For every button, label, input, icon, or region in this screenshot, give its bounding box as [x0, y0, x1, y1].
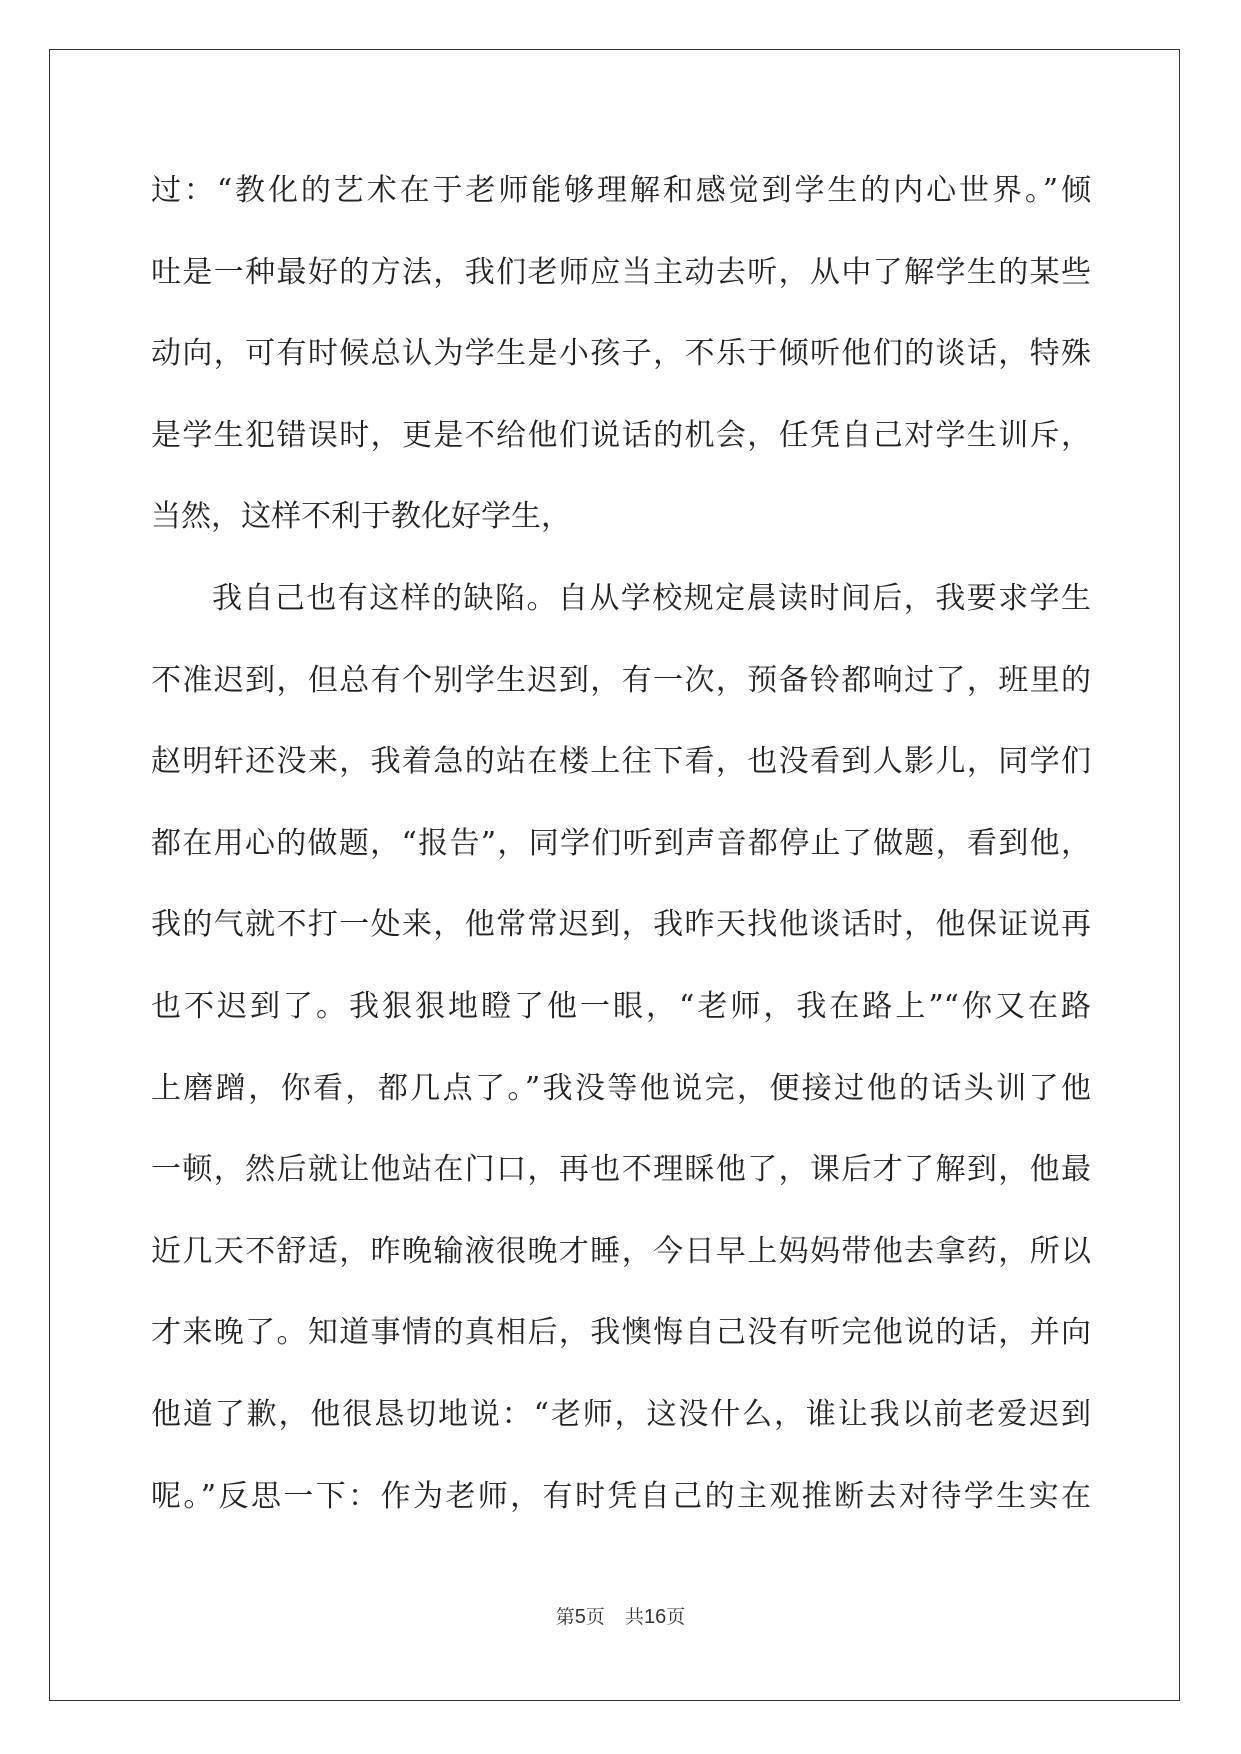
- text-line: 一顿，然后就让他站在门口，再也不理睬他了，课后才了解到，他最: [151, 1152, 1091, 1188]
- text-line: 不准迟到，但总有个别学生迟到，有一次，预备铃都响过了，班里的: [151, 662, 1091, 698]
- text-line: 我的气就不打一处来，他常常迟到，我昨天找他谈话时，他保证说再: [151, 907, 1091, 943]
- text-line: 是学生犯错误时，更是不给他们说话的机会，任凭自己对学生训斥，: [151, 417, 1091, 453]
- page-suffix: 页: [585, 1606, 605, 1628]
- text-line: 才来晚了。知道事情的真相后，我懊悔自己没有听完他说的话，并向: [151, 1315, 1091, 1351]
- total-pages: 16: [643, 1606, 667, 1628]
- total-suffix: 页: [666, 1606, 686, 1628]
- text-line: 也不迟到了。我狠狠地瞪了他一眼，“老师，我在路上”“你又在路: [151, 988, 1091, 1024]
- page-footer: [0, 1602, 1241, 1629]
- text-line: 他道了歉，他很恳切地说：“老师，这没什么，谁让我以前老爱迟到: [151, 1396, 1091, 1432]
- total-prefix: 共: [624, 1606, 644, 1628]
- text-line: 上磨蹭，你看，都几点了。”我没等他说完，便接过他的话头训了他: [151, 1070, 1091, 1106]
- text-line: 赵明轩还没来，我着急的站在楼上往下看，也没看到人影儿，同学们: [151, 744, 1091, 780]
- text-line: 近几天不舒适，昨晚输液很晚才睡，今日早上妈妈带他去拿药，所以: [151, 1233, 1091, 1269]
- paragraph-2: [151, 558, 1091, 1537]
- text-line: 过：“教化的艺术在于老师能够理解和感觉到学生的内心世界。”倾: [151, 173, 1091, 208]
- document-body: [151, 150, 1091, 1537]
- paragraph-1: [151, 150, 1091, 558]
- text-line: 都在用心的做题，“报告”，同学们听到声音都停止了做题，看到他，: [151, 825, 1091, 861]
- text-line: 当然，这样不利于教化好学生，: [151, 499, 571, 535]
- page-number: 5: [574, 1606, 586, 1628]
- text-line: 呢。”反思一下：作为老师，有时凭自己的主观推断去对待学生实在: [151, 1478, 1091, 1514]
- text-line: 吐是一种最好的方法，我们老师应当主动去听，从中了解学生的某些: [151, 254, 1091, 290]
- text-line: 我自己也有这样的缺陷。自从学校规定晨读时间后，我要求学生: [212, 580, 1091, 616]
- text-line: 动向，可有时候总认为学生是小孩子，不乐于倾听他们的谈话，特殊: [151, 336, 1091, 372]
- page-prefix: 第: [555, 1606, 575, 1628]
